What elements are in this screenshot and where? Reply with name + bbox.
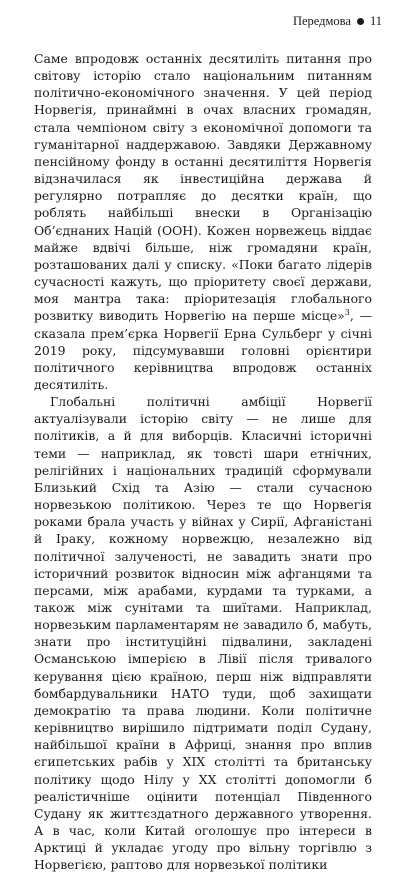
bullet-icon: [357, 18, 364, 25]
paragraph-text: Глобальні політичні амбіції Норвегії актуалізували історію світу — не лише для політиків, а й для виборців. Класичні історичні теми — наприклад, як товсті шари етнічних, релігійних і національних традицій сформували Близький Схід та Азію — стали сучасною норвезькою політикою. Через те що Норвегія роками брала участь у війнах у Сирії, Афганістані й Іраку, кожному норвежцю, незалежно від політичної залученості, не завадить знати про історичний розвиток відносин між афганцями та персами, між арабами, курдами та турками, а також між сунітами та шиїтами. Наприклад, норвезьким парламентарям не завадило б, мабуть, знати про інституційні підвалини, закладені Османською імперією в Лівії після тривалого керування цією країною, перш ніж відправляти бомбардувальники НАТО туди, щоб захищати демократію та права людини. Коли політичне керівництво вирішило підтримати поділ Судану, найбільшої країни в Африці, знання про вплив єгипетських рабів у XIX столітті та британську політику щодо Нілу у XX столітті допомогли б реалістичніше оцінити потенціал Південного Судану як життєздатного державного утворення. А в час, коли Китай оголошує про інтереси в Арктиці й укладає угоду про вільну торгівлю з Норвегією, раптово для норвезької політики: [34, 394, 372, 873]
paragraph-text: Саме впродовж останніх десятиліть питання про світову історію стало національним питанням політично-економічного значення. У цей період Норвегія, принаймні в очах власних громадян, стала чемпіоном світу з економічної допомоги та гуманітарної наддержавою. Завдяки Державному пенсійному фонду в останні десятиліття Норвегія відзначилася як інвестиційна держава й регулярно потрапляє до десятки країн, що роблять найбільші внески в Організацію Об’єднаних Націй (ООН). Кожен норвежець віддає майже вдвічі більше, ніж громадяни країн, розташованих далі у списку. «Поки багато лідерів сучасності кажуть, що пріоритету своєї держави, моя мантра така: пріоритезація глобального розвитку виводить Норвегію на перше місце»: [34, 51, 372, 324]
paragraph: [34, 393, 372, 873]
footnote-reference: 3: [344, 308, 350, 318]
paragraph-text: , — сказала прем’єрка Норвегії Ерна Сульберг у січні 2019 року, підсумувавши головні орієнтири політичного керівництва впродовж останніх десятиліть.: [34, 308, 372, 392]
page-number: 11: [369, 14, 382, 28]
body-text: [34, 50, 372, 874]
section-title: Передмова: [292, 14, 351, 28]
paragraph: [34, 50, 372, 393]
running-header: [293, 14, 382, 29]
